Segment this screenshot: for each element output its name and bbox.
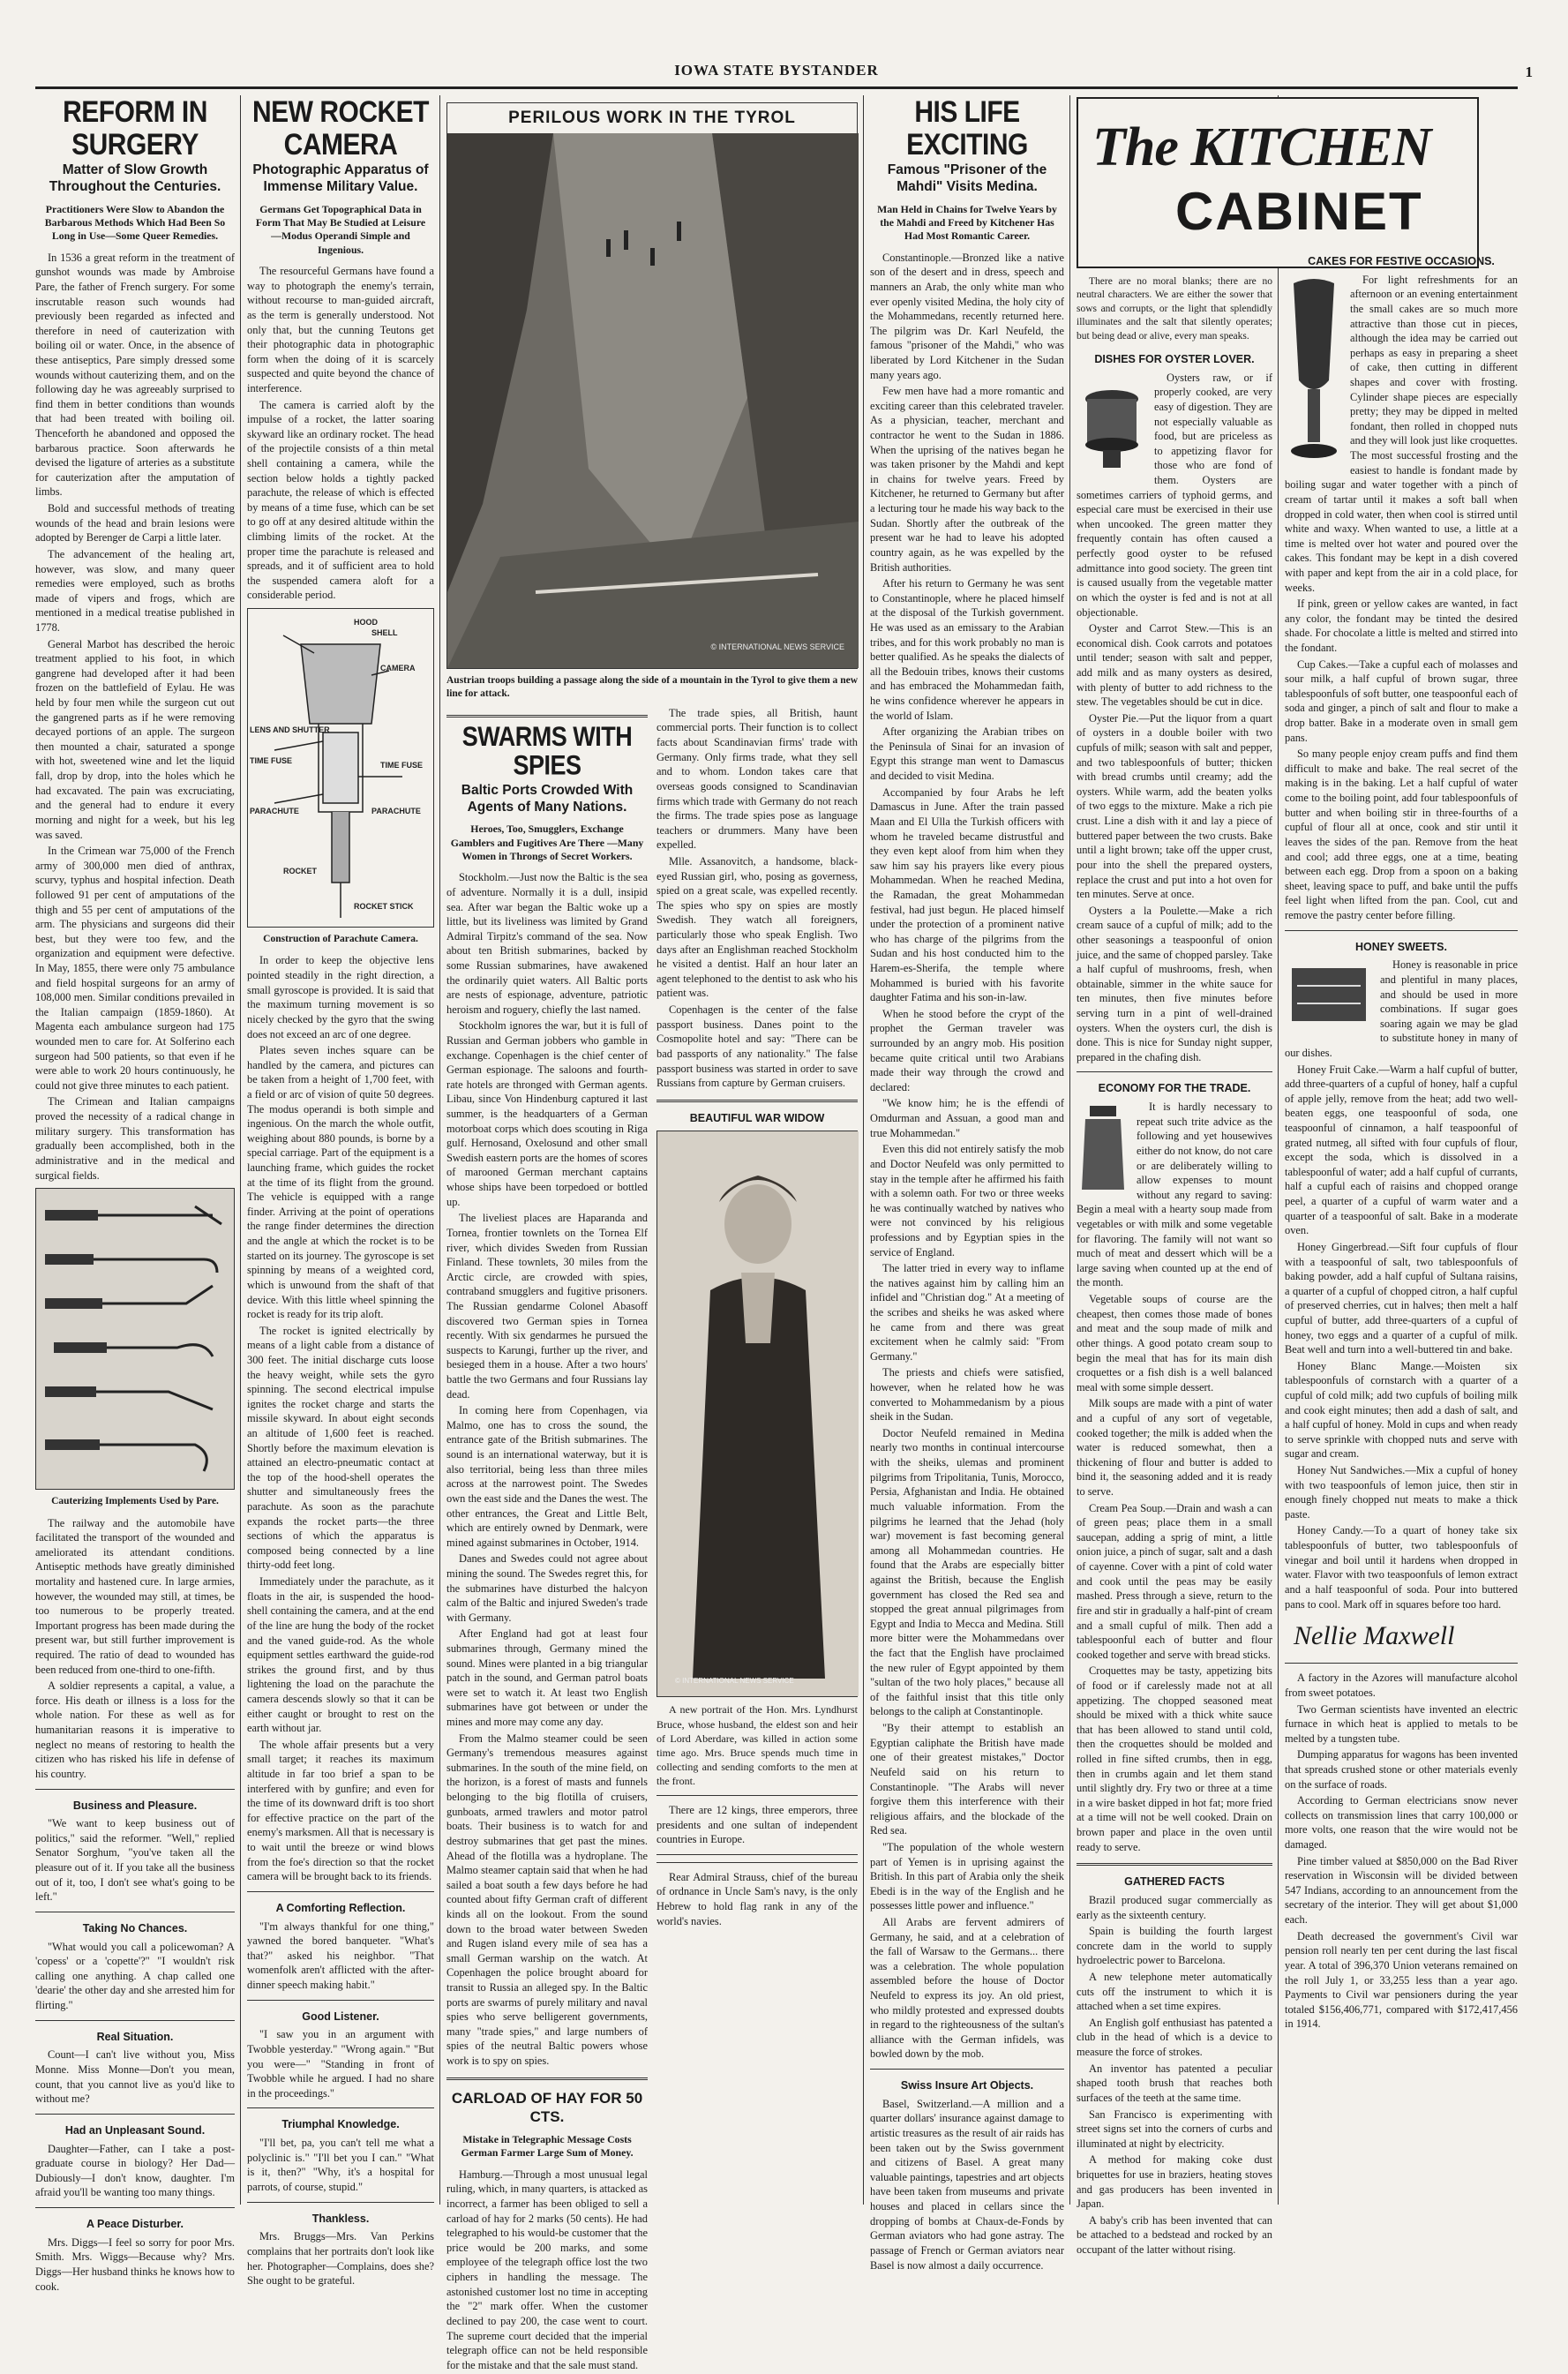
paragraph: General Marbot has described the heroic treatment applied to his foot, in which gangrene had developed after it had been frozen on the battlefield of Eylau. He was held by four men while the surgeon cut out the gangrened parts as if he were removing decayed portions of an apple. The surgeon then mounted a chair, saturated a sponge with hot, sweetened wine and let the liquid fall, drop by drop, into the holes which he had excavated. The pain was excruciating, and the general had to endure it every morning and night for a week, but his leg was saved. [35,637,235,841]
mountain-photo [447,133,859,668]
body-hay [446,2167,648,2373]
headline-surgery: REFORM IN SURGERY [63,95,207,162]
paragraph: "We know him; he is the effendi of Omdurman and Assuan, a good man and true Mohammedan." [870,1097,1064,1139]
paragraph: A baby's crib has been invented that can be attached to a bedstead and rocked by an occupant of the latter without rising. [1077,2213,1272,2257]
paragraph: After his return to Germany he was sent to Constantinople, where he placed himself at the disposal of the Turkish government. He was used as an emissary to the Arabian tribes, and for this work probably no man is better qualified. As he speaks the dialects of all the Bedouin tribes, knows their customs and has embraced the Mohammedan faith, he wins confidence wherever he appears in the world of Islam. [870,577,1064,722]
divider [35,2114,235,2115]
paragraph: The trade spies, all British, haunt commercial ports. Their function is to collect facts about Scandinavian firms' trade with Germany. Only firms trade, what they sell and to whom. London takes care that overseas goods consigned to Scandinavian firms which trade with Germany do not reach the firms. The trade spies pose as language teachers or drummers. Many have been expelled. [656,706,858,852]
joke-title: Thankless. [311,2212,370,2225]
paragraph: When he stood before the crypt of the prophet the German traveler was surrounded by an angry mob. His position became quite critical until two Arabians made their way through the crowd and declared: [870,1007,1064,1093]
headline-spies: SWARMS WITH SPIES [461,721,633,781]
label-time-fuse-left: TIME FUSE [250,756,293,766]
joke-text: "We want to keep business out of politics," said the reformer. "Well," replied Senator Sorghum, "you've taken all the pleasure out of it. If you take all the business out of it, too, I don't see what's going to be left." [35,1817,235,1904]
honey-illustration [1285,959,1373,1030]
paragraph: Pine timber valued at $850,000 on the Bad River reservation in Wisconsin will be divided between 547 Indians, according to an announcement from the secretary of the interior. They will get about $1,000 each. [1285,1854,1518,1927]
paragraph: Stockholm.—Just now the Baltic is the sea of adventure. Normally it is a dull, insipid sea. After war began the Baltic woke up a little, but its liveliness was limited by Grand Admiral Tirpitz's command of the sea. Now about ten British submarines, backed by some Russian submarines, have awakened the ordinarily quiet waters. All Baltic ports are nests of espionage, adventure, patriotic heroism and roguery, chiefly the last named. [446,871,648,1016]
paragraph: Oysters a la Poulette.—Make a rich cream sauce of a cupful of milk; add to the other seasonings a teaspoonful of onion juice, and the same of chopped parsley. Take a half cupful of mushrooms, fresh, when obtainable, simmer in the white sauce for ten minutes, then five minutes before serving turn in a pint of well-drained oysters. When the oysters curl, the dish is done. This is nice for Sunday night supper, prepared in the chafing dish. [1077,904,1272,1063]
cake-vase-illustration [1285,274,1343,469]
joke-title: Had an Unpleasant Sound. [64,2123,206,2137]
paragraph: Honey Candy.—To a quart of honey take six tablespoonfuls of butter, two tablespoonfuls of vinegar and boil until it hardens when dropped in water. Flavor with two teaspoonfuls of lemon extract and a half teaspoonful of soda. Pour into buttered pans to cool. Mark off in squares before too hard. [1285,1524,1518,1611]
tureen-icon [1077,372,1147,478]
spies-column-left [446,706,648,2374]
paragraph: The rocket is ignited electrically by means of a light cable from a distance of 300 feet. The initial discharge cuts loose the heavy weight, while sets the gyro spinning. The second electrical impulse ignites the rocket charge and starts the missile skyward. In about eight seconds an altitude of 1,600 feet is reached. Shortly before the maximum elevation is attained an electro-pneumatic contact at the top of the hood-shell operates the shutter and simultaneously frees the parachute. As soon as the parachute expands the rocket parts—the three sections of which the apparatus is composed being connected by a line thirty-odd feet long. [247,1324,434,1572]
label-parachute-right: PARACHUTE [371,807,421,816]
subdeck-spies: Heroes, Too, Smugglers, Exchange Gamblers and Fugitives Are There —Many Women in Throngs of Secret Workers. [450,823,644,862]
paragraph: A soldier represents a capital, a value, a force. His death or illness is a loss for the whole nation. For these as well as for humanitarian reasons it is imperative to neglect no means of restoring to health the citizen who has risked his life in defense of his country. [35,1679,235,1780]
paragraph: The whole affair presents but a very small target; it reaches its maximum altitude in far too brief a span to be interfered with by gunfire; and even for the time of its downward drift is too short for effective practice on the part of the enemy's marksmen. All that is necessary is to wait until the breeze or wind blows from the foe's direction so that the rocket camera will be brought back to its friends. [247,1738,434,1883]
joke-title: Real Situation. [96,2030,174,2043]
deck-rocket-camera: Photographic Apparatus of Immense Military Value. [252,162,429,195]
paragraph: An English golf enthusiast has patented a club in the head of which is a device to measure the force of strokes. [1077,2016,1272,2059]
paragraph: According to German electricians snow never collects on transmission lines that carry 100,000 or more volts, one reason that the wire would not be damaged. [1285,1794,1518,1852]
spies-column-right [656,706,858,2374]
column-rocket-camera [247,95,434,2288]
paragraph: "By their attempt to establish an Egyptian caliphate the British have made one of their greatest mistakes," Doctor Neufeld said on his return to Constantinople. "The Arabs will never forgive them this interference with their religious affairs, and the blockade of the Red sea. [870,1722,1064,1837]
paragraph: A factory in the Azores will manufacture alcohol from sweet potatoes. [1285,1672,1518,1699]
divider [35,2207,235,2208]
paragraph: It is hardly necessary to repeat such trite advice as the following and yet housewives either do not know, do not care or are deliberately willing to allow expenses to mount without any regard to saving: Begin a meal with a hearty soup made from vegetables or with milk and some vegetable for flavoring. The family will not want so much of meat and dessert which will be a large saving when counted up at the end of the month. [1077,1101,1272,1289]
label-rocket-stick: ROCKET STICK [354,902,414,912]
paragraph: Two German scientists have invented an electric furnace in which heat is applied to metals to be melted by a tungsten tube. [1285,1702,1518,1745]
paragraph: Oyster and Carrot Stew.—This is an economical dish. Cook carrots and potatoes until tender; season with salt and pepper, add milk and as many oysters as desired, with plenty of butter to add richness to the stew. The vegetables should be cut in dice. [1077,622,1272,709]
paragraph: If pink, green or yellow cakes are wanted, in fact any color, the fondant may be tinted the desired shade. For chocolate a little is melted and stirred into the fondant. [1285,597,1518,654]
caption-parachute-camera: Construction of Parachute Camera. [263,934,418,945]
paragraph: Milk soups are made with a pint of water and a cupful of any sort of vegetable, cooked together; the milk is added when the water is reduced somewhat, then a thickening of flour and butter is added to bind it, the seasoning added and it is ready to serve. [1077,1397,1272,1499]
column-surgery [35,95,235,2293]
deck-mahdi: Famous "Prisoner of the Mahdi" Visits Medina. [887,162,1047,195]
masthead-rule [35,86,1518,89]
paragraph: A method for making coke dust briquettes for use in braziers, heating stoves and gas producers has been invented in Japan. [1077,2153,1272,2211]
headline-cakes: CAKES FOR FESTIVE OCCASIONS. [1308,255,1495,267]
joke-text: "I'll bet, pa, you can't tell me what a polyclinic is." "I'll bet you I can." "What is it, then?" "Why, it's a hospital for parrots, of course, stupid." [247,2137,434,2194]
parachute-camera-diagram [248,609,433,927]
paragraph: The latter tried in every way to inflame the natives against him by calling him an infidel and "Christian dog." At a meeting of the scribes and sheiks he was asked where he came from and there was great excitement when he calmly said: "From Germany." [870,1262,1064,1363]
jokes-column2 [247,1891,434,2288]
subdeck-mahdi: Man Held in Chains for Twelve Years by the Mahdi and Freed by Kitchener Has Had Most Romantic Career. [877,202,1057,243]
headline-widow: BEAUTIFUL WAR WIDOW [689,1111,825,1124]
paragraph: Cream Pea Soup.—Drain and wash a can of green peas; place them in a small saucepan, adding a sprig of mint, a little onion juice, a pinch of sugar, salt and a dash of cayenne. Cover with a pint of cold water and cook until the peas may be easily mashed. Press through a sieve, return to the fire and stir in gradually a half-pint of cream and a small cupful of milk. Then add a tablespoonful each of butter and flour cooked together and serve with bread sticks. [1077,1501,1272,1661]
jokes-column1 [35,1789,235,2295]
paragraph: The camera is carried aloft by the impulse of a rocket, the latter soaring skyward like an ordinary rocket. The head of the projectile consists of a thin metal shell containing a camera, while the section below holds a tightly packed parachute, the release of which is effected by means of a time fuse, which can be set to go off at any desired altitude within the climbing limits of the rocket. At the proper time the parachute is released and spreads, and it of sufficient area to hold the suspended camera aloft for a considerable period. [247,398,434,602]
headline-economy: ECONOMY FOR THE TRADE. [1098,1082,1251,1095]
paragraph: For light refreshments for an afternoon or an evening entertainment the small cakes are so much more attractive than those cut in pieces, although the idea may be carried out perhaps as easy in preparing a sheet of cake, then cutting in different shapes and cover with frosting. Cylinder shape pieces are especially pretty; they may be dipped in melted fondant, then rolled in chopped nuts and they will look just like croquettes. The most successful frosting and the easiest to handle is fondant made by boiling sugar and water together with a pinch of cream of tartar until it makes a soft ball when dropped in cold water, then when cool is stirred until white and waxy. When wanted to use, a little at a time is melted over hot water and poured over the cakes. This fondant may be kept in a dish covered with paper and kept from the air in a cold place, for weeks. [1285,273,1518,594]
photo-tyrol-credit: © INTERNATIONAL NEWS SERVICE [710,642,844,651]
joke-title: A Comforting Reflection. [275,1901,406,1914]
divider [247,2202,434,2203]
body-rocket-camera-continued [247,953,434,1883]
paragraph: Croquettes may be tasty, appetizing bits of food or if carelessly made not at all appetizing. The chopped seasoned meat should be mixed with a thick white sauce that has been allowed to stand until cold, then the croquettes should be molded and rolled in fine sifted crumbs, then in egg, then in crumbs again and let them stand until slightly dry. Fry two or three at a time in a wire basket dipped in hot fat; more fried at a time will not be well cooked. Drain on brown paper and place in the oven until ready to serve. [1077,1664,1272,1853]
joke-title: Triumphal Knowledge. [281,2118,400,2131]
label-hood: HOOD [354,618,378,627]
caption-tyrol: Austrian troops building a passage along the side of a mountain in the Tyrol to give them a new line for attack. [446,675,858,699]
figure-cauterizing-implements [35,1188,235,1490]
joke-text: "What would you call a policewoman? A 'copess' or a 'copette'?" "I wouldn't risk calling one anything. A chap called one 'dearie' the other day and she arrested him for flirting." [35,1940,235,2012]
paragraph: After England had got at least four submarines through, Germany mined the sound. Mines were planted in a big triangular patch in the sound, and German patrol boats were set to watch it. At least two English submarines have got between or under the mines and more may come any day. [446,1627,648,1729]
headline-rocket-camera: NEW ROCKET CAMERA [252,95,429,162]
paragraph: Oysters raw, or if properly cooked, are very easy of digestion. They are not especially valuable as food, but are priceless as to appetizing flavor for those who are fond of them. Oysters are sometimes carriers of typhoid germs, and especial care must be exercised in their use when uncooked. The green matter they frequently contain has often caused a perfectly good oyster to be refused admittance into good society. The green tint is caused usually from the vegetable matter on which the oyster is fed and is not at all objectionable. [1077,371,1272,619]
paragraph: Doctor Neufeld remained in Medina nearly two months in continual intercourse with the sheiks, ulemas and prominent pilgrims from Tripolitania, Tunis, Morocco, Persia, Afghanistan and India. He obtained much valuable information. From the pilgrims he learned that the Jehad (holy war) movement is fast becoming general among all Mohammedan countries. He found that the Arabs are especially bitter against the British, because the English government has closed the Red sea and stopped the great annual pilgrimages from Egypt and India to Mecca and Medina. Still more bitter were the Mohammedans over the fact that the English have proclaimed the new ruler of Egypt appointed by them "sultan of the two holy places," because all of the faithful insist that this title only belongs to the caliph at Constantinople. [870,1426,1064,1718]
body-rocket-camera [247,264,434,603]
divider [247,2000,434,2001]
gathered-facts-list [1077,1893,1272,2258]
subdeck-surgery: Practitioners Were Slow to Abandon the Barbarous Methods Which Had Been So Long in Use—Some Queer Remedies. [44,202,226,243]
body-economy [1077,1100,1272,1854]
joke-text: Mrs. Bruggs—Mrs. Van Perkins complains that her portraits don't look like her. Photographer—Complains, does she? She ought to be grateful. [247,2230,434,2288]
headline-honey: HONEY SWEETS. [1355,940,1447,953]
body-mahdi [870,251,1064,2062]
column-kitchen-2 [1285,97,1518,2206]
joke-text: Count—I can't live without you, Miss Monne. Miss Monne—Don't you mean, count, that you cannot live as you'd like to without me? [35,2048,235,2106]
paragraph: Even this did not entirely satisfy the mob and Doctor Neufeld was only permitted to stay in the temple after he affirmed his faith with a solemn oath. For two or three weeks he was continually watched by natives who were not convinced by his religious professions and by Egyptian spies in the service of England. [870,1143,1064,1258]
label-lens-shutter: LENS AND SHUTTER [250,725,330,735]
paragraph: The priests and chiefs were satisfied, however, when he related how he was converted to Mohammedanism by a pious sheik in the Sudan. [870,1366,1064,1424]
paragraph: Cup Cakes.—Take a cupful each of molasses and sour milk, a half cupful of brown sugar, three tablespoonfuls of soft butter, one teaspoonful each of soda and ginger, a pinch of salt and flour to make a drop batter. Bake in a moderate oven in small gem pans. [1285,657,1518,744]
column-rule [1278,95,1279,2205]
headline-gathered-facts: GATHERED FACTS [1124,1875,1225,1889]
label-parachute-left: PARACHUTE [250,807,299,816]
paragraph: An inventor has patented a peculiar shaped tooth brush that reaches both surfaces of the teeth at the same time. [1077,2062,1272,2104]
column-rule [439,95,440,2205]
paragraph: Honey Gingerbread.—Sift four cupfuls of flour with a teaspoonful of salt, two tablespoonfuls of baking powder, add a half cupful of Sultana raisins, a quarter of a cupful of chopped citron, a half cupful of preserved cherries, cut in halves; then melt a half cupful of butter, add three-quarters of a cupful of honey, two eggs and a quarter of a cupful of milk. Beat well and turn into a well-buttered tin and bake. [1285,1240,1518,1356]
divider [247,1891,434,1892]
page-number: 1 [1525,64,1533,80]
divider [35,2020,235,2021]
paragraph: Plates seven inches square can be handled by the camera, and pictures can be taken from a height of 1,700 feet, with a field or arc of vision of quite 50 degrees. The modus operandi is both simple and ingenious. On the march the whole outfit, weighing about 880 pounds, is borne by a special carriage. Part of the equipment is a launching frame, which guides the rocket at the time of its flight from the ground. The vehicle is equipped with a range finder. Arriving at the point of operations the range finder determines the direction and the angle at which the rocket is to be started on its journey. The gyroscope is set spinning by means of a weighted cord, which is unwound from the shaft of that device. With this little wheel spinning the rocket is ready for its trip aloft. [247,1044,434,1321]
label-camera: CAMERA [380,664,416,673]
widow-portrait [657,1131,859,1696]
joke-title: Business and Pleasure. [72,1799,198,1812]
paragraph: In order to keep the objective lens pointed steadily in the right direction, a small gyroscope is provided. It is said that the maximum turning movement is so nicely checked by the gyro that the swing does not exceed an arc of one degree. [247,954,434,1041]
paragraph: Honey is reasonable in price and plentiful in many places, and should be used in more combinations. If sugar goes soaring again we may be glad to substitute honey in many of our dishes. [1285,958,1518,1059]
photo-widow-credit: © INTERNATIONAL NEWS SERVICE [675,1676,794,1685]
deck-surgery: Matter of Slow Growth Throughout the Centuries. [49,162,221,195]
paragraph: "The population of the whole western part of Yemen is in uprising against the British. In this part of Arabia only the sheik Ebedi is in the way of the English and he possesses little power and influence." [870,1840,1064,1912]
headline-hay: CARLOAD OF HAY FOR 50 CTS. [451,2089,643,2125]
column-tyrol-spies [446,97,858,2371]
caption-widow: A new portrait of the Hon. Mrs. Lyndhurst Bruce, whose husband, the eldest son and heir of Lord Aberdare, was killed in action some time ago. Mrs. Bruce spends much time in collecting and sending comforts to the men at the front. [656,1703,858,1787]
column-rule [240,95,241,2205]
paragraph: From the Malmo steamer could be seen Germany's tremendous measures against submarines. In the south of the mine field, on the horizon, is a forest of masts and funnels belonging to the big flotilla of cruisers, gunboats, armed trawlers and motor patrol boats. Their business is to watch for and destroy submarines that get past the mines. Ahead of the flotilla was a hydroplane. The Malmo steamer captain said that when he had sailed a boat south a few days before he had counted about fifty German craft of different kinds all on the lookout. From the sound down to the broad water between Sweden and Rugen island every mile of sea has a small German warship on the watch. At Copenhagen the police brought aboard for transit to Russia an alleged spy. In the Baltic ports are swarms of purely military and naval spies who serve belligerent governments, many "trade spies," and large numbers of spies of the neutral Baltic powers whose work is to spy on spies. [446,1732,648,2068]
facts-list-continued [1285,1671,1518,2032]
body-surgery-continued [35,1516,235,1782]
joke-title: Good Listener. [302,2010,379,2023]
paragraph: Oyster Pie.—Put the liquor from a quart of oysters in a double boiler with two cupfuls of milk; season with salt and pepper, and two tablespoonfuls of butter; thicken with bread crumbs until creamy; add the oysters. While warm, add the beaten yolks of two eggs to the mixture. Make a rich pie crust. Line a dish with it and lay a piece of buttered paper between the two crusts. Bake until a light brown; take off the upper crust, pour into the shell the prepared oysters, replace the crust and put into a hot oven for ten minutes. Serve at once. [1077,711,1272,901]
photo-tyrol [446,102,858,669]
paragraph: Brazil produced sugar commercially as early as the sixteenth century. [1077,1894,1272,1921]
photo-war-widow [656,1131,858,1697]
paragraph: Mlle. Assanovitch, a handsome, black-eyed Russian girl, who, posing as governess, spied on a great scale, was expelled recently. The spies who spy on spies are mostly Swedish. They watch all foreigners, particularly those who speak English. Two days after an Englishman reached Stockholm he visited a dentist. Half an hour later an agent telephoned to the dentist to ask who his patient was. [656,854,858,1000]
paragraph: Few men have had a more romantic and exciting career than this celebrated traveler. As a physician, teacher, merchant and contractor he went to the Sudan in 1886. When the uprising of the natives began he was taken prisoner by the Mahdi and kept in chains for twelve years. Freed by Kitchener, he returned to Germany but after a lecturing tour he made his way back to the Sudan. Shortly after the outbreak of the present war he had to leave his adopted country again, as he was expelled by the British authorities. [870,385,1064,574]
oyster-dish-illustration [1077,372,1147,478]
jar-icon [1077,1101,1129,1198]
paragraph: Stockholm ignores the war, but it is full of Russian and German jobbers who gamble in exchange. Copenhagen is the chief center of German espionage. The saloons and fourth-rate hotels are thronged with German agents. Libau, since Von Hindenburg captured it last summer, is the headquarters of a German motorboat corps which does scouting in Riga gulf. Hernosand, Oxelosund and other small Swedish eastern ports are the homes of scores of marooned German merchant captains whose ships have been torpedoed or bottled up. [446,1019,648,1208]
paragraph: The resourceful Germans have found a way to photograph the enemy's terrain, without recourse to man-guided aircraft, as the term is generally understood. Not only that, but the cunning Teutons get their photographic data in photographic form when the doing of it is scarcely suspected and quite beyond the chance of interference. [247,265,434,394]
paragraph: A new telephone meter automatically cuts off the instrument to which it is attached when a set time expires. [1077,1971,1272,2013]
paragraph: Spain is building the fourth largest concrete dam in the world to supply hydroelectric power to Barcelona. [1077,1925,1272,1967]
body-swiss: Basel, Switzerland.—A million and a quarter dollars' insurance against damage to artistic treasures as the result of air raids has been taken out by the Swiss government and citizens of Basel. A great many valuable paintings, tapestries and art objects have been taken from museums and private houses and placed in cellars since the dropping of bombs at Chaux-de-Fonds by German aviators who had gone astray. The passage of French or German aviators near Basel is now almost a daily occurrence. [870,2097,1064,2272]
joke-title: Taking No Chances. [82,1921,188,1935]
paragraph: In coming here from Copenhagen, via Malmo, one has to cross the sound, the entrance gate of the British submarines. The sound is an international waterway, but it is also territorial, being less than three miles across at the narrowest point. The Swedes own the east side and the Danes the west. The other entrances, the Great and Little Belt, which are entirely owned by Denmark, were mined against submarines in October, 1914. [446,1404,648,1549]
body-honey [1285,958,1518,1611]
joke-text: Daughter—Father, can I take a post-graduate course in biology? Her Dad—Dubiously—I don't know, daughter. I'm afraid you'll be wanting too many things. [35,2142,235,2199]
joke-title: A Peace Disturber. [86,2218,184,2231]
label-rocket: ROCKET [283,867,317,876]
kitchen-intro: There are no moral blanks; there are no neutral characters. We are either the sower that sows and corrupts, or the light that splendidly illuminates and the salt that silently operates; but being dead or alive, every man speaks. [1077,276,1272,342]
kings-paragraph: There are 12 kings, three emperors, three presidents and one sultan of independent countries in Europe. [656,1803,858,1846]
paragraph: Immediately under the parachute, as it floats in the air, is suspended the hood-shell containing the camera, and at the end of the line are hung the body of the rocket and the vaned guide-rod. As the whole equipment settles earthward the guide-rod strikes the ground first, and by thus lightening the load on the parachute the camera descends slowly so that it can be either caught or brought to rest on the earth without jar. [247,1575,434,1735]
divider [35,1789,235,1790]
paragraph: In 1536 a great reform in the treatment of gunshot wounds was made by Ambroise Pare, the father of French surgery. For some inscrutable reason such wounds had previously been regarded as infected and therefore in need of cauterization with boiling oil or water. Once, in the absence of these antiseptics, Pare simply dressed some wounds without cauterizing them, and on the following day he was agreeably surprised to find them in better conditions than wounds that had been treated with boiling oil. Thenceforth he abandoned and opposed the barbarous practice. Soon afterwards he devised the ligature of arteries as a substitute for cauterization after the amputation of limbs. [35,251,235,499]
paragraph: All Arabs are fervent admirers of Germany, he said, and at a celebration of the fall of Warsaw to the Germans... there was a celebration. The whole population assembled before the house of Doctor Neufeld to express its joy. An old priest, who mildly protested and expressed doubts in regard to the righteousness of the sultan's alliance with the German infidels, was bowled down by the mob. [870,1915,1064,2061]
paragraph: San Francisco is experimenting with street signs set into the corners of curbs and illuminated at night by electricity. [1077,2107,1272,2150]
label-shell: SHELL [371,628,398,638]
column-rule [863,95,864,2205]
paragraph: The advancement of the healing art, however, was slow, and many queer remedies were employed, such as broths made of vipers and frogs, which are mentioned in a medical treatise published in 1778. [35,547,235,634]
headline-swiss: Swiss Insure Art Objects. [900,2079,1034,2092]
paragraph: Hamburg.—Through a most unusual legal ruling, which, in many quarters, is attacked as incorrect, a farmer has been obliged to sell a carload of hay for 2 marks (50 cents). He had telegraphed to his would-be customer that the price would be 200 marks, and some employee of the telegraph office lost the two ciphers in handling the message. The astonished customer lost no time in accepting the "2" mark offer. When the customer declined to pay 200, the case went to court. The supreme court decided that the imperial telegraph office can not be held responsible for the mistake and that the sale must stand. [446,2167,648,2371]
paragraph: Dumping apparatus for wagons has been invented that spreads crushed stone or other materials evenly on the surface of roads. [1285,1748,1518,1791]
paragraph: Danes and Swedes could not agree about mining the sound. The Swedes regret this, for the submarines have disturbed the halcyon calm of the Baltic and injured Sweden's trade with Germany. [446,1552,648,1624]
body-spies [446,870,648,2068]
paragraph: After organizing the Arabian tribes on the Peninsula of Sinai for an invasion of Egypt this strange man went to Damascus and decided to visit Medina. [870,725,1064,783]
paragraph: In the Crimean war 75,000 of the French army of 300,000 men died of anthrax, scurvy, typhus and hospital infection. Death followed 91 per cent of amputations of the thigh and 55 per cent of amputations of the arm. The physicians and surgeons did their best, but they were too few, and the organization and equipment were defective. In May, 1855, there were only 75 ambulance and field hospital surgeons for an army of 108,000 men. Similar conditions prevailed in the Italian campaign (1859-1860). At Magenta each ambulance surgeon had 175 wounded men to care for. At Solferino each surgeon had 500 patients, so that even if he were able to work 20 hours continuously, he could not give three minutes to each patient. [35,845,235,1092]
body-spies-continued [656,706,858,1091]
jar-illustration [1077,1101,1129,1198]
joke-text: "I saw you in an argument with Twobble yesterday." "Wrong again." "But you were—" "Standing in front of Twobble while he argued. I had no share in the proceedings." [247,2028,434,2100]
caption-cauterizing: Cauterizing Implements Used by Pare. [51,1496,219,1507]
honey-jar-icon [1285,959,1373,1030]
paragraph: The liveliest places are Haparanda and Tornea, frontier townlets on the Tornea Elf river, which divides Sweden from Russian Finland. These townlets, 30 miles from the Arctic circle, are crowded with spies, contraband smugglers and fugitive prisoners. The Russian gendarme Colonel Abasoff discovered two German spies in Tornea recently. With six gendarmes he pursued the suspects to Karungi, further up the river, and besieged them in a house. After a two hours' battle the two Germans and four Russians lay dead. [446,1212,648,1401]
paragraph: Honey Nut Sandwiches.—Mix a cupful of honey with two teaspoonfuls of lemon juice, then stir in enough finely chopped nut meats to make a thick paste. [1285,1464,1518,1521]
deck-spies: Baltic Ports Crowded With Agents of Many Nations. [461,782,634,815]
subdeck-rocket-camera: Germans Get Topographical Data in Form That May Be Studied at Leisure—Modus Operandi Simple and Ingenious. [255,202,426,256]
headline-mahdi: HIS LIFE EXCITING [906,95,1028,162]
column-mahdi [870,95,1064,2272]
joke-text: Mrs. Diggs—I feel so sorry for poor Mrs. Smith. Mrs. Wiggs—Because why? Mrs. Diggs—Her husband thinks he knows how to cook. [35,2235,235,2293]
photo-tyrol-headline: PERILOUS WORK IN THE TYROL [447,103,857,133]
paragraph: Accompanied by four Arabs he left Damascus in June. After the train passed Maan and El Ulla the Turkish officers with whom he traveled became distrustful and they even kept aloof from him when they saw him say his prayers like every pious Mohammedan. When he reached Medina, the Ramadan, the great Mohammedan festival, had just begun. He placed himself under the protection of a prominent native who has charge of the pilgrims from the Sudan and his host conducted him to the Harem-es-Sherifa, the temple where Mohammed is buried with his favorite daughter Fatima and his son-in-law. [870,785,1064,1004]
kitchen-title-line1: The KITCHEN [1092,117,1431,177]
strauss-paragraph: Rear Admiral Strauss, chief of the bureau of ordnance in Uncle Sam's navy, is the only Hebrew to hold flag rank in any of the world's navies. [656,1870,858,1927]
deck-hay: Mistake in Telegraphic Message Costs German Farmer Large Sum of Money. [461,2133,634,2160]
column-rule [1069,95,1070,2205]
joke-text: "I'm always thankful for one thing," yawned the bored banqueter. "What's that?" asked his neighbor. "That womenfolk aren't afflicted with the after-dinner speech making habit." [247,1919,434,1992]
paragraph: Bold and successful methods of treating wounds of the head and brain lesions were adopted by Berenger de Carpi a little later. [35,502,235,545]
paragraph: Vegetable soups of course are the cheapest, then comes those made of bones and meat and the soup made of milk and other things. A good potato cream soup to begin the meal that has for its main dish croquettes or a fish dish is a well balanced meal with some simple dessert. [1077,1293,1272,1394]
body-surgery [35,251,235,1183]
paragraph: Honey Fruit Cake.—Warm a half cupful of butter, add three-quarters of a cupful of honey, half a cupful of apple jelly, remove from the heat; add two well-beaten eggs, one teaspoonful of soda, one teaspoonful of cinnamon, a half teaspoonful of grated nutmeg, all sifted with four cupfuls of flour, except the soda, which is dissolved in a tablespoonful of water; add a half cupful of currants, half a cupful each of raisins and chopped orange peel, a quarter of a cupful of warm water and a quarter of a teaspoonful of salt. Bake in a moderate oven. [1285,1063,1518,1237]
cautery-tools-illustration [36,1189,234,1489]
paragraph: Death decreased the government's Civil war pension roll nearly ten per cent during the last fiscal year. A total of 396,370 Union veterans remained on the roll July 1, or 33,255 less than a year ago. Payments to Civil war pensioners during the year totaled $156,406,771, compared with $172,417,456 in 1914. [1285,1929,1518,2031]
divider [247,2107,434,2108]
headline-oyster: DISHES FOR OYSTER LOVER. [1094,353,1255,366]
paragraph: Constantinople.—Bronzed like a native son of the desert and in dress, speech and manners an Arab, the only white man who ever openly visited Medina, the holy city of the Mohammedans, recently returned here. The pilgrim was Dr. Karl Neufeld, the famous "prisoner of the Mahdi," who was liberated by Lord Kitchener in the Sudan many years ago. [870,251,1064,381]
paragraph: The Crimean and Italian campaigns proved the necessity of a radical change in military surgery. This transformation has gradually been accomplished, both in the administrative and in the medical and surgical fields. [35,1095,235,1182]
paragraph: The railway and the automobile have facilitated the transport of the wounded and ameliorated its attendant conditions. Antiseptic methods have greatly diminished mortality and hastened cure. In large armies, however, the wounded may still, at times, be too numerous to be properly treated. Important progress has been made during the present war, but still further improvement is required. The ratio of dead to wounded has been reduced from one-third to one-fifth. [35,1516,235,1676]
masthead: IOWA STATE BYSTANDER [674,62,879,79]
paragraph: Honey Blanc Mange.—Moisten six tablespoonfuls of cornstarch with a quarter of a cupful of cold milk; add two cupfuls of boiling milk and cook eight minutes; then add a dash of salt, and a half cupful of honey. Mold in cups and when ready to serve sprinkle with chopped nuts and serve with sugar and cream. [1285,1359,1518,1461]
kitchen-title-line2: CABINET [1175,182,1423,241]
paragraph: Copenhagen is the center of the false passport business. Danes point to the Cosmopolite hotel and say: "There can be bad passports of any nationality." The false passport business was started in order to save Russians from capture by German cruisers. [656,1003,858,1090]
paragraph: So many people enjoy cream puffs and find them difficult to make and bake. The real secret of the making is in the baking. Let a half cupful of water come to the boiling point, add four tablespoonfuls of butter and when boiling stir in three-fourths of a cupful of flour all at once, cook and stir until it leaves the sides of the pan. Remove from the heat and cool; add three eggs, one at a time, beating between each egg. Drop from a spoon on a baking sheet, leaving space to puff, and bake until the puffs feel light when lifted from the pan. Cool, cut and remove the pastry center before filling. [1285,748,1518,921]
signature: Nellie Maxwell [1294,1621,1455,1651]
figure-parachute-camera [247,608,434,928]
label-time-fuse-right: TIME FUSE [380,761,424,770]
vase-icon [1285,274,1343,469]
